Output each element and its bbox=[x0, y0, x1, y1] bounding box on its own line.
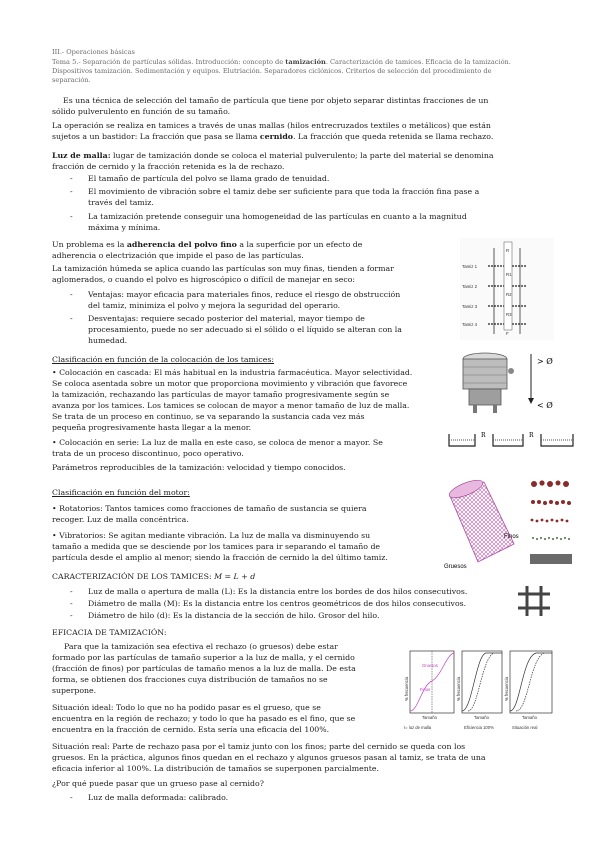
list-item: procesamiento, puede no ser adecuado si el sólido o el líquido se alteran con la bbox=[88, 325, 402, 334]
size-label-less: < Ø bbox=[537, 401, 553, 410]
list-item: La tamización pretende conseguir una homogeneidad de las partículas en cuanto a la magnitud bbox=[88, 212, 467, 221]
real-line: Situación real: Parte de rechazo pasa por el tamiz junto con los finos; parte del cernido se queda con los bbox=[52, 742, 466, 751]
series-sieves-diagram bbox=[445, 428, 580, 454]
particle-columns-diagram bbox=[528, 476, 574, 570]
size-label-greater: > Ø bbox=[537, 357, 553, 366]
cascada-line: pequeña progresivamente hasta llegar a la menor. bbox=[52, 423, 252, 432]
stack-label: Tamiz 4 bbox=[462, 322, 478, 327]
serie-line: trata de un proceso discontinuo, poco operativo. bbox=[52, 449, 244, 458]
efficiency-curves-diagram bbox=[402, 645, 558, 733]
colocacion-heading: Clasificación en función de la colocación de los tamices: bbox=[52, 355, 275, 364]
adherencia-line: aglomerados, o cuando el polvo es higroscópico o difícil de manejar en seco: bbox=[52, 275, 356, 284]
cascada-line: Se coloca asentada sobre un motor que proporciona movimiento y vibración que favorece bbox=[52, 379, 408, 388]
stack-side-label: R bbox=[506, 248, 510, 253]
cascada-line: • Colocación en cascada: El más habitual en la industria farmacéutica. Mayor selectividad. bbox=[52, 368, 413, 377]
list-item: través del tamiz. bbox=[88, 198, 154, 207]
ideal-line: encuentra en la fracción de cernido. Esta sería una eficacia del 100%. bbox=[52, 725, 330, 734]
ideal-line: encuentra en la región de rechazo; y todo lo que ha pasado es el fino, que se bbox=[52, 714, 356, 723]
question-line: ¿Por qué puede pasar que un grueso pase al cernido? bbox=[52, 779, 264, 788]
vibrating-sieve-machine bbox=[455, 345, 519, 417]
curve-axis-y: % frecuencia bbox=[504, 676, 509, 701]
eficacia-line: forma, se obtienen dos fracciones cuya distribución de tamaños no se bbox=[52, 675, 328, 684]
unit-header: III.- Operaciones básicas bbox=[52, 48, 135, 56]
serie-line: • Colocación en serie: La luz de malla en este caso, se coloca de menor a mayor. Se bbox=[52, 438, 383, 447]
caracterizacion-heading: CARACTERIZACIÓN DE LOS TAMICES: M = L + d bbox=[52, 572, 256, 581]
curve-axis-x: Tamaño bbox=[422, 715, 437, 720]
curve-axis-x: Tamaño bbox=[474, 715, 489, 720]
mesh-detail-diagram bbox=[516, 584, 552, 618]
stack-label: Tamiz 3 bbox=[462, 304, 478, 309]
list-item: Diámetro de hilo (d): Es la distancia de la sección de hilo. Grosor del hilo. bbox=[88, 611, 380, 620]
list-item: El movimiento de vibración sobre el tamiz debe ser suficiente para que toda la fracción fina pase a bbox=[88, 187, 480, 196]
stack-label: Tamiz 1 bbox=[462, 264, 478, 269]
adherencia-line: Un problema es la adherencia del polvo fino a la superficie por un efecto de bbox=[52, 240, 363, 249]
curve-tag-finos: Finos bbox=[420, 687, 431, 692]
vibratorios-line: • Vibratorios: Se agitan mediante vibración. La luz de malla va disminuyendo su bbox=[52, 531, 371, 540]
motor-heading: Clasificación en función del motor: bbox=[52, 488, 190, 497]
curve-axis-y: % frecuencia bbox=[456, 676, 461, 701]
curve-axis-y: % frecuencia bbox=[404, 676, 409, 701]
vibratorios-line: tamaño a medida que se desciende por los tamices para ir separando el tamaño de bbox=[52, 542, 381, 551]
curve-caption: Eficiencia 100% bbox=[464, 725, 494, 730]
list-item: Desventajas: requiere secado posterior del material, mayor tiempo de bbox=[88, 314, 365, 323]
vibratorios-line: partícula desde el amplio al menor; siendo la fracción de cernido la del último tamiz. bbox=[52, 553, 388, 562]
size-arrow-diagram bbox=[525, 350, 565, 410]
list-item: Luz de malla o apertura de malla (L): Es la distancia entre los bordes de dos hilos consecutivos. bbox=[88, 587, 468, 596]
ideal-line: Situación ideal: Todo lo que no ha podido pasar es el grueso, que se bbox=[52, 703, 321, 712]
eficacia-line: formado por las partículas de tamaño superior a la luz de malla, y el cernido bbox=[52, 653, 355, 662]
curve-axis-x: Tamaño bbox=[522, 715, 537, 720]
eficacia-line: Para que la tamización sea efectiva el rechazo (o gruesos) debe estar bbox=[64, 642, 338, 651]
series-label: R bbox=[481, 432, 486, 439]
rotary-sieve-diagram bbox=[440, 478, 520, 570]
adherencia-line: adherencia o electrización que impide el paso de las partículas. bbox=[52, 251, 304, 260]
intro-line: Es una técnica de selección del tamaño de partícula que tiene por objeto separar distintas fracciones de un bbox=[63, 96, 489, 105]
stack-side-label: R2 bbox=[506, 292, 512, 297]
topic-header: Tema 5.- Separación de partículas sólidas. Introducción: concepto de tamización. Caracterización de tamices. Eficacia de la tamización. bbox=[52, 58, 511, 66]
series-label: R bbox=[529, 432, 534, 439]
real-line: eficacia inferior al 100%. La distribución de tamaños se superponen parcialmente. bbox=[52, 764, 380, 773]
finos-label: Finos bbox=[504, 534, 519, 540]
list-item: Diámetro de malla (M): Es la distancia entre los centros geométricos de dos hilos consecutivos. bbox=[88, 599, 467, 608]
curve-caption: Situación real bbox=[512, 725, 538, 730]
eficacia-line: superpone. bbox=[52, 686, 97, 695]
luz-malla-line: fracción de cernido y la fracción retenida es la de rechazo. bbox=[52, 162, 285, 171]
document-page: III.- Operaciones básicas Tema 5.- Separación de partículas sólidas. Introducción: concepto de tamización. Caracterización de tamices. Eficacia de la tamización. Dispositivos tamización. Sedimentación y equipos. Elutriación. Separadores ciclónicos. Criterios de selección del procedimiento de separación. Es una técnica de selección del tamaño de partícula que tiene por objeto separar distintas fracciones de un sólido pulverulento en función de su tamaño. La operación se realiza en tamices a través de unas mallas (hilos entrecruzados textiles o metálicos) que están sujetos a un bastidor: La fracción que pasa se llama cernido. La fracción que queda retenida se llama rechazo. Luz de malla: lugar de tamización donde se coloca el material pulverulento; la parte del material se denomina fracción de cernido y la fracción retenida es la de rechazo. - El tamaño de partícula del polvo se llama grado de tenuidad. - El movimiento de vibración sobre el tamiz debe ser suficiente para que toda la fracción fina pase a través del tamiz. - La tamización pretende conseguir una homogeneidad de las partículas en cuanto a la magnitud máxima y mínima. Un problema es la adherencia del polvo fino a la superficie por un efecto de adherencia o electrización que impide el paso de las partículas. La tamización húmeda se aplica cuando las partículas son muy finas, tienden a formar aglomerados, o cuando el polvo es higroscópico o difícil de manejar en seco: - Ventajas: mayor eficacia para materiales finos, reduce el riesgo de obstrucción del tamiz, minimiza el polvo y mejora la seguridad del operario. - Desventajas: requiere secado posterior del material, mayor tiempo de procesamiento, puede no ser adecuado si el sólido o el líquido se alteran con la humedad. Tamiz 1 Tamiz 2 Tamiz 3 Tamiz 4 R R1 R2 R3 F Clasificación en función de la colocación de los tamices: • Colocación en cascada: El más habitual en la industria farmacéutica. Mayor selectividad. Se coloca asentada sobre un motor que proporciona movimiento y vibración que favorece la tamización, rechazando las partículas de mayor tamaño progresivamente según se avanza por los tamices. Los tamices se colocan de mayor a menor tamaño de luz de malla. Se trata de un proceso en continuo, se va separando la sustancia cada vez más pequeña progresivamente hasta llegar a la menor. • Colocación en serie: La luz de malla en este caso, se coloca de menor a mayor. Se trata de un proceso discontinuo, poco operativo. Parámetros reproducibles de la tamización: velocidad y tiempo conocidos. > Ø < Ø R R Clasificación en función del motor: • Rotatorios: Tantos tamices como fracciones de tamaño de sustancia se quiera recoger. Luz de malla concéntrica. • Vibratorios: Se agitan mediante vibración. La luz de malla va disminuyendo su tamaño a medida que se desciende por los tamices para ir separando el tamaño de partícula desde el amplio al menor; siendo la fracción de cernido la del último tamiz. Finos Gruesos CARACTERIZACIÓN DE LOS TAMICES: M = L + d - Luz de malla o apertura de malla (L): Es la distancia entre los bordes de dos hilos consecutivos. - Diámetro de malla (M): Es la distancia entre los centros geométricos de dos hilos consecutivos. - Diámetro de hilo (d): Es la distancia de la sección de hilo. Grosor del hilo. EFICACIA DE TAMIZACIÓN: Para que la tamización sea efectiva el rechazo (o gruesos) debe estar formado por las partículas de tamaño superior a la luz de malla, y el cernido (fracción de finos) por partículas de tamaño menos a la luz de malla. De esta forma, se obtienen dos fracciones cuya distribución de tamaños no se superpone. Situación ideal: Todo lo que no ha podido pasar es el grueso, que se encuentra en la región de rechazo; y todo lo que ha pasado es el fino, que se encuentra en la fracción de cernido. Esta sería una eficacia del 100%. Situación real: Parte de rechazo pasa por el tamiz junto con los finos; parte del cernido se queda con los gruesos. En la práctica, algunos finos quedan en el rechazo y algunos gruesos pasan al tamiz, se trata de una eficacia inferior al 100%. La distribución de tamaños se superponen parcialmente. ¿Por qué puede pasar que un grueso pase al cernido? - Luz de malla deformada: calibrado. Gruesos Finos Tamaño Tamaño Tamaño I= luz de malla Eficiencia 100% Situación real % frecuencia % frecuencia % frecuencia bbox=[0, 0, 600, 848]
luz-malla-definition: Luz de malla: lugar de tamización donde se coloca el material pulverulento; la parte del material se denomina bbox=[52, 151, 494, 160]
sieve-stack-diagram bbox=[460, 238, 554, 340]
intro-line: La operación se realiza en tamices a través de unas mallas (hilos entrecruzados textiles o metálicos) que están bbox=[52, 121, 491, 130]
list-item: humedad. bbox=[88, 336, 128, 345]
adherencia-line: La tamización húmeda se aplica cuando las partículas son muy finas, tienden a formar bbox=[52, 264, 394, 273]
cascada-line: avanza por los tamices. Los tamices se colocan de mayor a menor tamaño de luz de malla. bbox=[52, 401, 410, 410]
list-item: Ventajas: mayor eficacia para materiales finos, reduce el riesgo de obstrucción bbox=[88, 290, 401, 299]
real-line: gruesos. En la práctica, algunos finos quedan en el rechazo y algunos gruesos pasan al tamiz, se trata de una bbox=[52, 753, 486, 762]
stack-side-label: R3 bbox=[506, 312, 512, 317]
list-item: El tamaño de partícula del polvo se llama grado de tenuidad. bbox=[88, 174, 330, 183]
topic-header-line2: Dispositivos tamización. Sedimentación y equipos. Elutriación. Separadores ciclónicos. Criterios de selección del procedimiento de bbox=[52, 67, 492, 75]
stack-side-label: R1 bbox=[506, 272, 512, 277]
intro-line: sólido pulverulento en función de su tamaño. bbox=[52, 107, 231, 116]
intro-line: sujetos a un bastidor: La fracción que pasa se llama cernido. La fracción que queda retenida se llama rechazo. bbox=[52, 132, 494, 141]
curve-caption: I= luz de malla bbox=[404, 725, 432, 730]
rotatorios-line: recoger. Luz de malla concéntrica. bbox=[52, 515, 189, 524]
eficacia-line: (fracción de finos) por partículas de tamaño menos a la luz de malla. De esta bbox=[52, 664, 356, 673]
cascada-line: la tamización, rechazando las partículas de mayor tamaño progresivamente según se bbox=[52, 390, 390, 399]
gruesos-label: Gruesos bbox=[444, 564, 467, 570]
stack-side-label: F bbox=[506, 331, 509, 336]
list-item: máxima y mínima. bbox=[88, 223, 161, 232]
eficacia-heading: EFICACIA DE TAMIZACIÓN: bbox=[52, 628, 167, 637]
stack-label: Tamiz 2 bbox=[462, 284, 478, 289]
curve-tag-gruesos: Gruesos bbox=[422, 663, 438, 668]
parametros-line: Parámetros reproducibles de la tamización: velocidad y tiempo conocidos. bbox=[52, 463, 346, 472]
list-item: del tamiz, minimiza el polvo y mejora la seguridad del operario. bbox=[88, 301, 341, 310]
cascada-line: Se trata de un proceso en continuo, se va separando la sustancia cada vez más bbox=[52, 412, 365, 421]
list-item: Luz de malla deformada: calibrado. bbox=[88, 793, 229, 802]
rotatorios-line: • Rotatorios: Tantos tamices como fracciones de tamaño de sustancia se quiera bbox=[52, 504, 367, 513]
topic-header-line3: separación. bbox=[52, 76, 91, 84]
